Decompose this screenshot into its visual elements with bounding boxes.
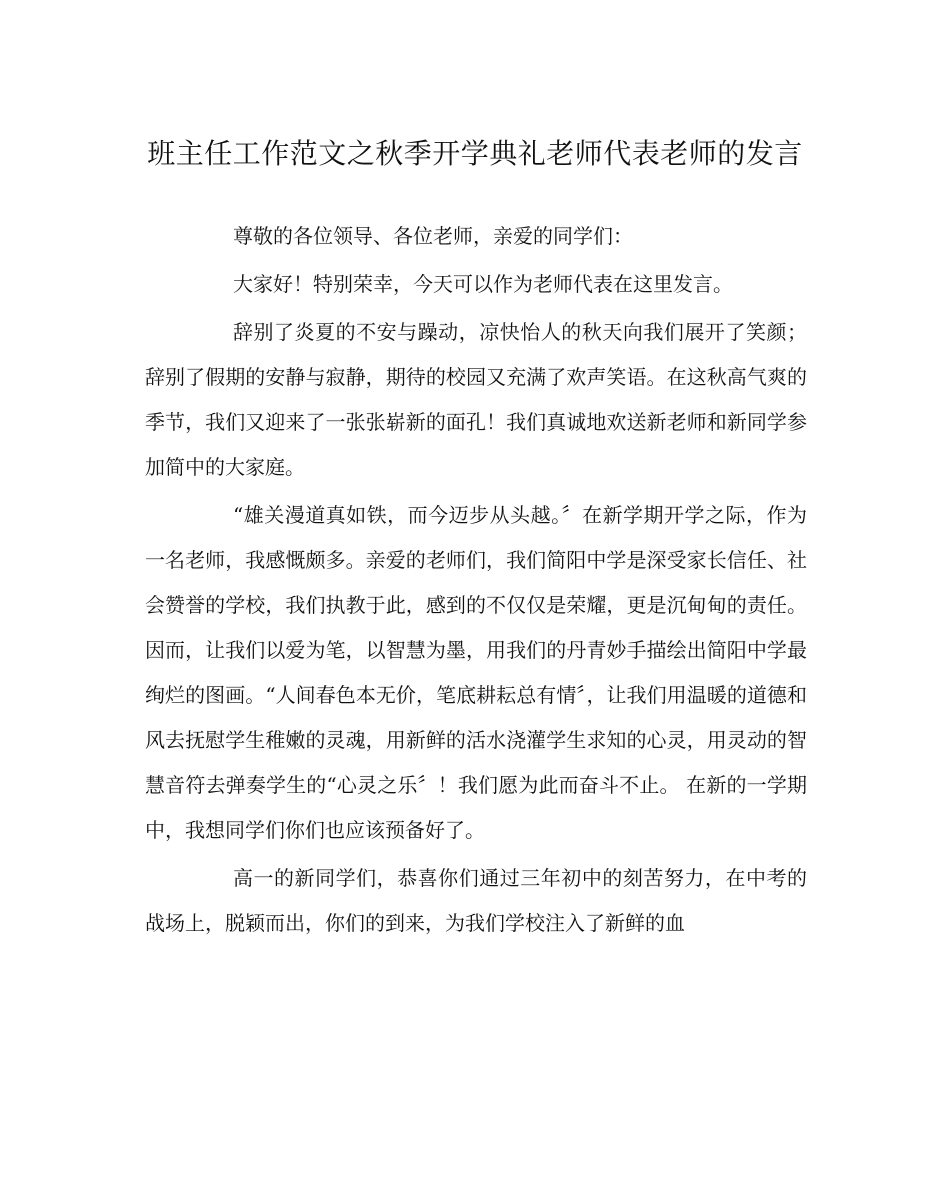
document-body [145, 214, 807, 949]
page-title: 班主任工作范文之秋季开学典礼老师代表老师的发言 [147, 137, 803, 170]
paragraph-salutation: 尊敬的各位领导、各位老师，亲爱的同学们： [233, 224, 633, 248]
paragraph-new-students: 高一的新同学们，恭喜你们通过三年初中的刻苦努力，在中考的战场上，脱颖而出，你们的到来，为我们学校注入了新鲜的血 [145, 866, 807, 935]
paragraph-teachers: “雄关漫道真如铁，而今迈步从头越。〞在新学期开学之际，作为一名老师，我感慨颇多。亲爱的老师们，我们简阳中学是深受家长信任、社会赞誉的学校，我们执教于此，感到的不仅仅是荣耀，更是沉甸甸的责任。因而，让我们以爱为笔，以智慧为墨，用我们的丹青妙手描绘出简阳中学最绚烂的图画。“人间春色本无价，笔底耕耘总有情〞，让我们用温暖的道德和风去抚慰学生稚嫩的灵魂，用新鲜的活水浇灌学生求知的心灵，用灵动的智慧音符去弹奏学生的“心灵之乐〞！我们愿为此而奋斗不止。 在新的一学期中，我想同学们你们也应该预备好了。 [145, 503, 807, 842]
paragraph-greeting: 大家好！特别荣幸，今天可以作为老师代表在这里发言。 [233, 272, 733, 296]
paragraph-autumn: 辞别了炎夏的不安与躁动，凉快怡人的秋天向我们展开了笑颜；辞别了假期的安静与寂静，期待的校园又充满了欢声笑语。在这秋高气爽的季节，我们又迎来了一张张崭新的面孔！我们真诚地欢送新老师和新同学参加简中的大家庭。 [145, 320, 807, 479]
